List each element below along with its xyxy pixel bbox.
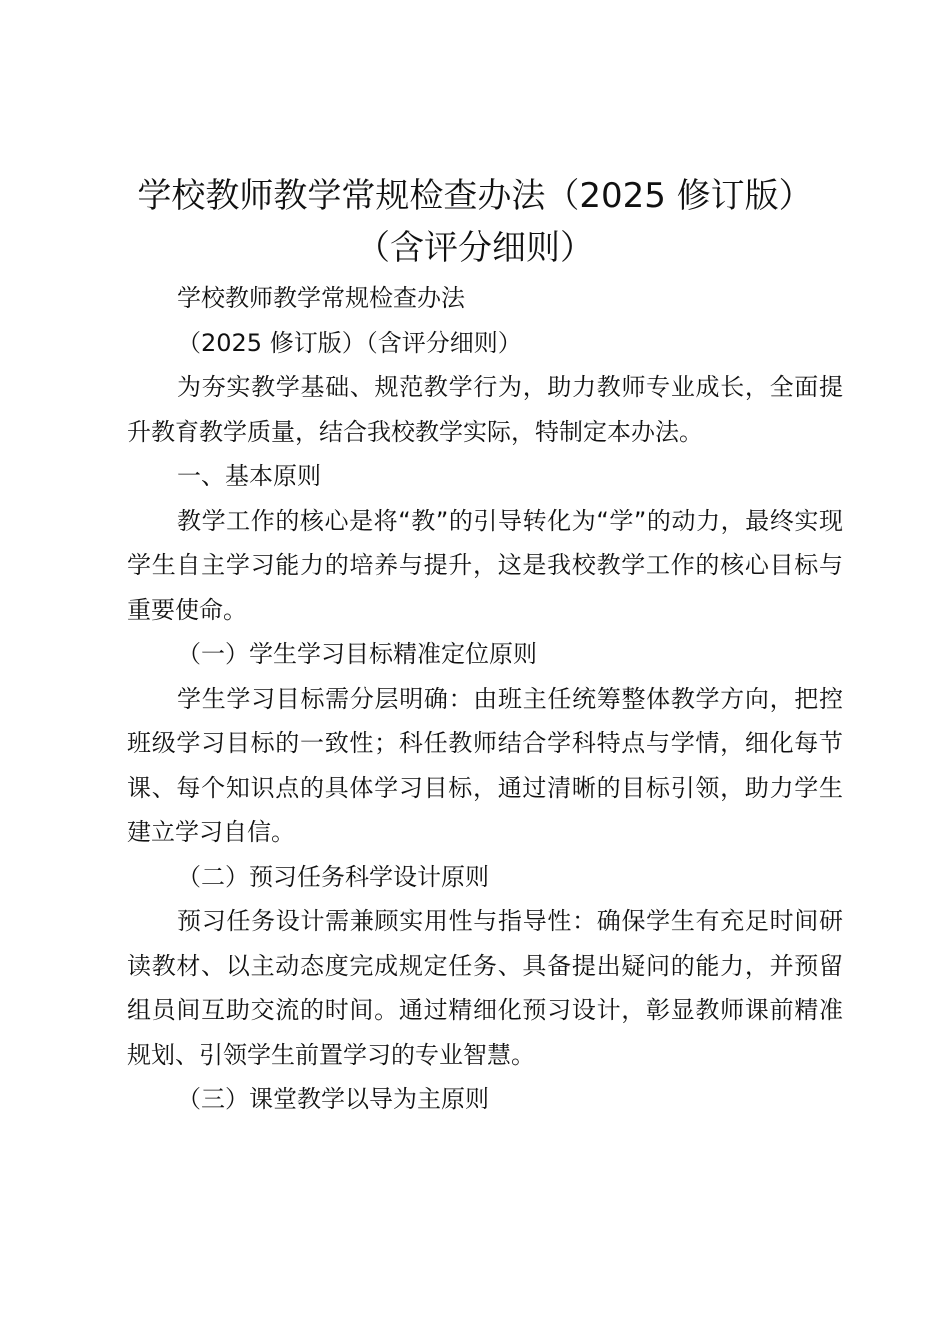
subtitle-paragraph: 学校教师教学常规检查办法 (177, 284, 465, 312)
intro-paragraph: 为夯实教学基础、规范教学行为，助力教师专业成长，全面提升教育教学质量，结合我校教学实际，特制定本办法。 (127, 373, 843, 446)
preview-task-paragraph: 预习任务设计需兼顾实用性与指导性：确保学生有充足时间研读教材、以主动态度完成规定任务、具备提出疑问的能力，并预留组员间互助交流的时间。通过精细化预习设计，彰显教师课前精准规划、引领学生前置学习的专业智慧。 (127, 907, 843, 1069)
subsection-heading-1: （一）学生学习目标精准定位原则 (177, 640, 537, 668)
subsection-heading-2: （二）预习任务科学设计原则 (177, 862, 489, 891)
core-goal-paragraph: 教学工作的核心是将“教”的引导转化为“学”的动力，最终实现学生自主学习能力的培养与提升，这是我校教学工作的核心目标与重要使命。 (127, 506, 843, 624)
version-paragraph: （2025 修订版）（含评分细则） (177, 328, 522, 357)
learning-goals-paragraph: 学生学习目标需分层明确：由班主任统筹整体教学方向，把控班级学习目标的一致性；科任教师结合学科特点与学情，细化每节课、每个知识点的具体学习目标，通过清晰的目标引领，助力学生建立学习自信。 (127, 684, 843, 846)
section-heading-basic-principles: 一、基本原则 (177, 462, 321, 490)
subsection-heading-3: （三）课堂教学以导为主原则 (177, 1085, 489, 1113)
document-title-line-1: 学校教师教学常规检查办法（2025 修订版） (137, 176, 813, 216)
document-body (127, 276, 843, 1122)
document-title-line-2: （含评分细则） (356, 228, 594, 268)
